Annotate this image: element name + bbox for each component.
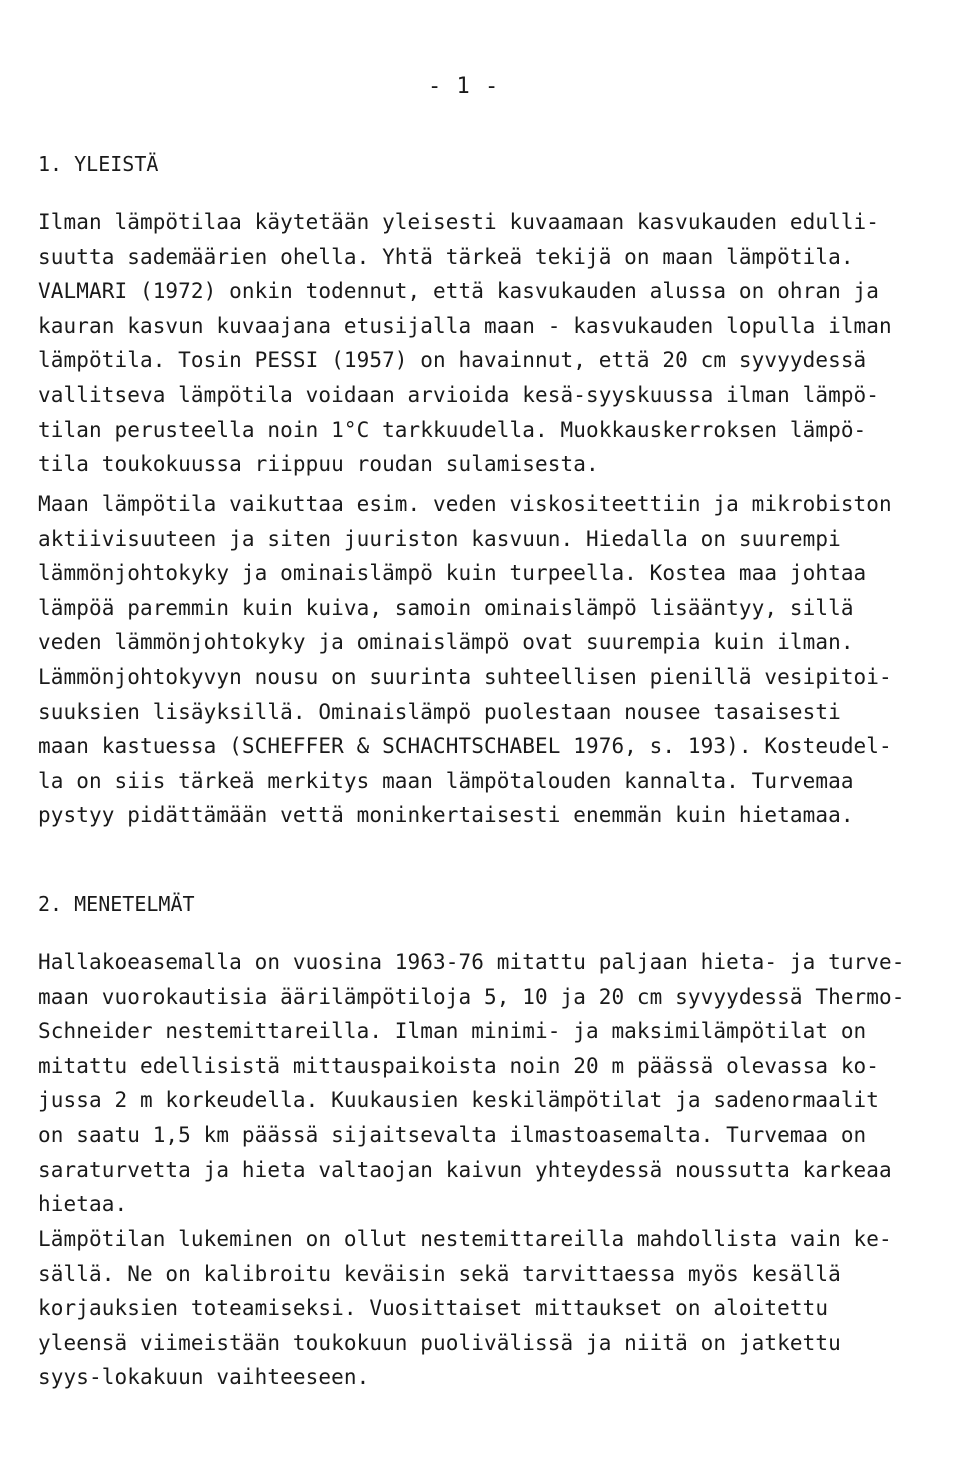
text-line: VALMARI (1972) onkin todennut, että kasvukauden alussa on ohran ja bbox=[38, 279, 880, 304]
text-line: Schneider nestemittareilla. Ilman minimi- ja maksimilämpötilat on bbox=[38, 1019, 867, 1044]
text-line: Lämmönjohtokyvyn nousu on suurinta suhteellisen pienillä vesipitoi- bbox=[38, 664, 892, 689]
text-line: la on siis tärkeä merkitys maan lämpötalouden kannalta. Turvemaa bbox=[38, 768, 854, 793]
text-line: on saatu 1,5 km päässä sijaitsevalta ilmastoasemalta. Turvemaa on bbox=[38, 1122, 867, 1147]
text-line: sällä. Ne on kalibroitu keväisin sekä tarvittaessa myös kesällä bbox=[38, 1261, 841, 1286]
text-line: veden lämmönjohtokyky ja ominaislämpö ovat suurempia kuin ilman. bbox=[38, 630, 854, 655]
text-line: lämpötila. Tosin PESSI (1957) on havainnut, että 20 cm syvyydessä bbox=[38, 348, 867, 373]
text-line: syys-lokakuun vaihteeseen. bbox=[38, 1365, 370, 1390]
text-line: yleensä viimeistään toukokuun puolivälissä ja niitä on jatkettu bbox=[38, 1330, 841, 1355]
paragraph bbox=[38, 1222, 938, 1395]
text-line: vallitseva lämpötila voidaan arvioida kesä-syyskuussa ilman lämpö- bbox=[38, 382, 880, 407]
text-line: maan kastuessa (SCHEFFER & SCHACHTSCHABEL 1976, s. 193). Kosteudel- bbox=[38, 734, 892, 759]
paragraph bbox=[38, 945, 938, 1222]
text-line: Maan lämpötila vaikuttaa esim. veden viskositeettiin ja mikrobiston bbox=[38, 492, 892, 516]
text-line: maan vuorokautisia äärilämpötiloja 5, 10 ja 20 cm syvyydessä Thermo- bbox=[38, 984, 905, 1009]
text-line: hietaa. bbox=[38, 1192, 128, 1217]
text-line: Ilman lämpötilaa käytetään yleisesti kuvaamaan kasvukauden edulli- bbox=[38, 210, 880, 234]
text-line: saraturvetta ja hieta valtaojan kaivun yhteydessä noussutta karkeaa bbox=[38, 1157, 892, 1182]
section-heading-yleista: 1. YLEISTÄ bbox=[38, 152, 159, 176]
text-line: tilan perusteella noin 1°C tarkkuudella. Muokkauskerroksen lämpö- bbox=[38, 417, 867, 442]
text-line: lämpöä paremmin kuin kuiva, samoin ominaislämpö lisääntyy, sillä bbox=[38, 595, 854, 620]
text-line: Hallakoeasemalla on vuosina 1963-76 mitattu paljaan hieta- ja turve- bbox=[38, 950, 905, 974]
text-line: aktiivisuuteen ja siten juuriston kasvuun. Hiedalla on suurempi bbox=[38, 526, 841, 551]
text-line: Lämpötilan lukeminen on ollut nestemittareilla mahdollista vain ke- bbox=[38, 1227, 892, 1251]
paragraph bbox=[38, 487, 938, 833]
page-number: - 1 - bbox=[428, 74, 500, 99]
text-line: korjauksien toteamiseksi. Vuosittaiset mittaukset on aloitettu bbox=[38, 1296, 829, 1321]
text-line: tila toukokuussa riippuu roudan sulamisesta. bbox=[38, 452, 599, 477]
text-line: suuksien lisäyksillä. Ominaislämpö puolestaan nousee tasaisesti bbox=[38, 699, 841, 724]
text-line: suutta sademäärien ohella. Yhtä tärkeä tekijä on maan lämpötila. bbox=[38, 244, 854, 269]
text-line: kauran kasvun kuvaajana etusijalla maan - kasvukauden lopulla ilman bbox=[38, 313, 892, 338]
section-heading-menetelmat: 2. MENETELMÄT bbox=[38, 892, 195, 916]
text-line: pystyy pidättämään vettä moninkertaisesti enemmän kuin hietamaa. bbox=[38, 803, 854, 828]
text-line: jussa 2 m korkeudella. Kuukausien keskilämpötilat ja sadenormaalit bbox=[38, 1088, 880, 1113]
text-line: lämmönjohtokyky ja ominaislämpö kuin turpeella. Kostea maa johtaa bbox=[38, 561, 867, 586]
paragraph bbox=[38, 205, 938, 482]
text-line: mitattu edellisistä mittauspaikoista noin 20 m päässä olevassa ko- bbox=[38, 1053, 880, 1078]
